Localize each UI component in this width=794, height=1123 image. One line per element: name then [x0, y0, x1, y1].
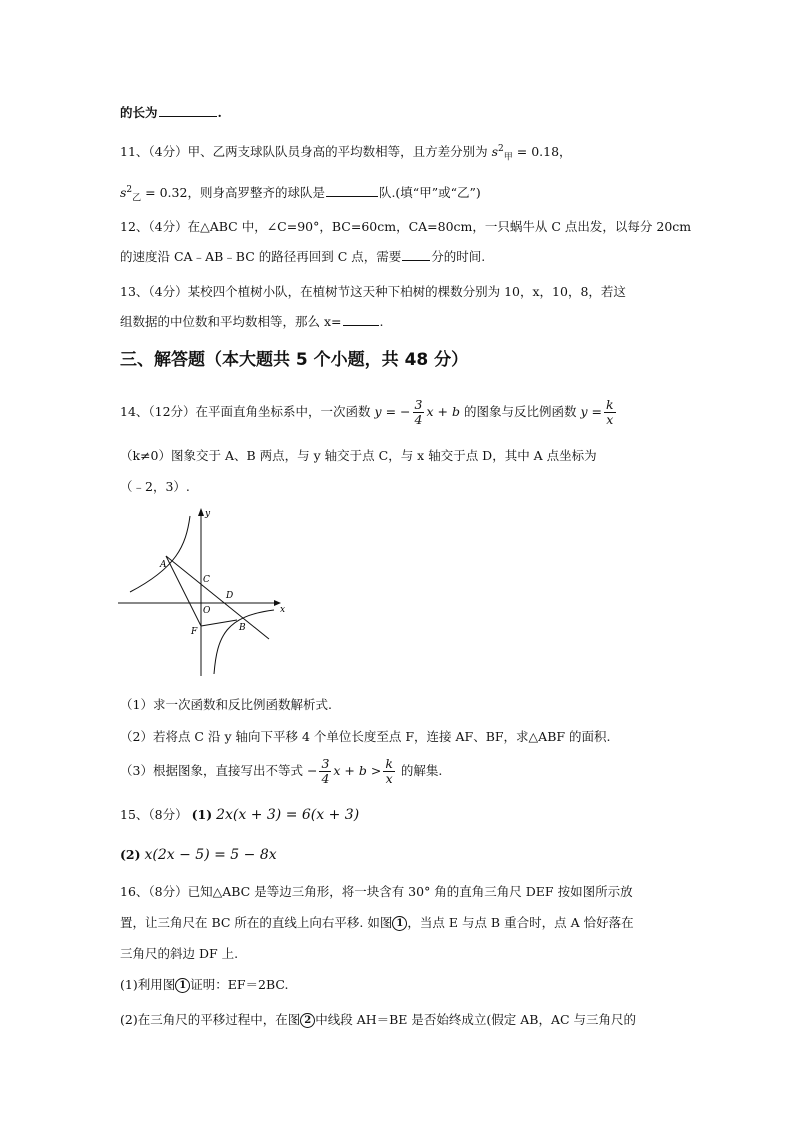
hyperbola-branch-upper-left — [130, 516, 190, 592]
answer-blank[interactable] — [159, 104, 217, 117]
equation-2: x(2x − 5) = 5 − 8x — [144, 847, 277, 863]
q13-line1: 13、（4分）某校四个植树小队，在植树节这天种下柏树的棵数分别为 10，x，10，8，若这 — [120, 284, 626, 299]
label-b: B — [239, 623, 246, 633]
figure-1-marker: 1 — [392, 916, 407, 931]
q11-line2: $s^2_乙 = 0.32$，则身高罗整齐的球队是 队.(填“甲”或“乙”) — [120, 185, 481, 204]
label-d: D — [226, 591, 234, 601]
coordinate-graph — [118, 506, 288, 681]
variance-jia: $s^2_甲 = 0.18$ — [491, 144, 560, 163]
figure-2-marker: 2 — [300, 1013, 315, 1028]
q14-line2: （k≠0）图象交于 A、B 两点，与 y 轴交于点 C，与 x 轴交于点 D，其中 A 点坐标为 — [120, 448, 597, 463]
q14-line1: 14、（12分）在平面直角坐标系中，一次函数 y = − $\frac{3}{4}$ x + b 的图象与反比例函数 y = $\frac{k}{x}$ — [120, 398, 618, 427]
figure-1-marker: 1 — [175, 978, 190, 993]
variance-yi: $s^2_乙 = 0.32$ — [120, 185, 188, 204]
q14-part1: （1）求一次函数和反比例函数解析式. — [120, 697, 332, 712]
answer-blank[interactable] — [326, 184, 378, 197]
answer-blank[interactable] — [402, 248, 430, 261]
q16-part2: (2)在三角尺的平移过程中，在图 2 中线段 AH＝BE 是否始终成立(假定 AB，AC 与三角尺的 — [120, 1012, 637, 1027]
q12-line1: 12、（4分）在△ABC 中，∠C=90°，BC=60cm，CA=80cm，一只蜗牛从 C 点出发，以每分 20cm — [120, 219, 692, 234]
q16-line1: 16、（8分）已知△ABC 是等边三角形，将一块含有 30° 角的直角三角尺 DEF 按如图所示放 — [120, 884, 633, 899]
section-title: 三、解答题（本大题共 5 个小题，共 48 分） — [120, 350, 469, 370]
q14-part2: （2）若将点 C 沿 y 轴向下平移 4 个单位长度至点 F，连接 AF、BF，求△ABF 的面积. — [120, 729, 611, 744]
q16-line2: 置，让三角尺在 BC 所在的直线上向右平移. 如图 1 ，当点 E 与点 B 重合时，点 A 恰好落在 — [120, 915, 634, 930]
label-f: F — [191, 627, 198, 637]
hyperbola-branch-lower-right — [214, 610, 274, 674]
label-x: x — [280, 605, 286, 615]
label-y: y — [205, 509, 211, 519]
q11-line1: 11、（4分）甲、乙两支球队队员身高的平均数相等，且方差分别为 $s^2_甲 = 0.18$， — [120, 144, 572, 163]
label-o: O — [203, 606, 211, 616]
q13-line2: 组数据的中位数和平均数相等，那么 x= . — [120, 314, 384, 329]
line-ab — [166, 556, 269, 639]
q15-line1: 15、（8分） (1) 2x(x + 3) = 6(x + 3) — [120, 807, 360, 823]
segment-af — [166, 556, 201, 626]
inequality: − $\frac{3}{4}$ x + b > $\frac{k}{x}$ — [306, 756, 393, 786]
q10-tail: 的长为 . — [120, 105, 222, 120]
linear-function: y = − $\frac{3}{4}$ x + b — [374, 397, 460, 427]
inverse-function: y = $\frac{k}{x}$ — [580, 397, 614, 427]
equation-1: 2x(x + 3) = 6(x + 3) — [216, 807, 360, 823]
answer-blank[interactable] — [343, 313, 379, 326]
q12-line2: 的速度沿 CA﹣AB﹣BC 的路径再回到 C 点，需要 分的时间. — [120, 249, 486, 264]
q15-line2: (2) x(2x − 5) = 5 − 8x — [120, 847, 277, 863]
label-c: C — [203, 575, 210, 585]
y-axis-arrow — [198, 508, 204, 516]
q14-line3: （﹣2，3）. — [120, 479, 190, 494]
label-a: A — [160, 560, 167, 570]
q16-line3: 三角尺的斜边 DF 上. — [120, 946, 239, 961]
q16-part1: (1)利用图 1 证明：EF＝2BC. — [120, 977, 289, 992]
q14-part3: （3）根据图象，直接写出不等式 − $\frac{3}{4}$ x + b > $\frac{k}{x}$ 的解集. — [120, 756, 443, 786]
